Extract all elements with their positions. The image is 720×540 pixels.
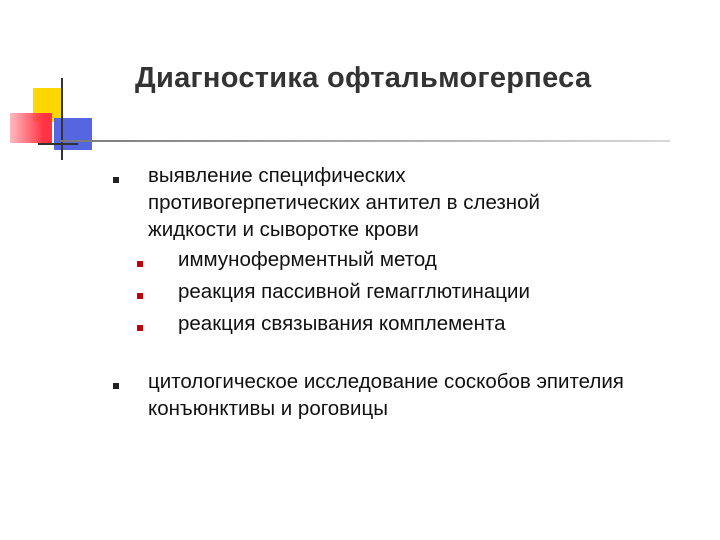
blue-square xyxy=(54,118,92,150)
bullet-marker xyxy=(113,177,119,183)
bullet-2-line-1: цитологическое исследование соскобов эпителия xyxy=(148,370,624,393)
bullet-2-line-2: конъюнктивы и роговицы xyxy=(148,397,388,420)
sub-bullet-marker xyxy=(137,293,143,299)
sub-item-1: иммуноферментный метод xyxy=(178,248,437,271)
sub-item-2: реакция пассивной гемагглютинации xyxy=(178,280,530,303)
red-square xyxy=(10,113,52,143)
sub-item-3: реакция связывания комплемента xyxy=(178,312,506,335)
sub-bullet-marker xyxy=(137,325,143,331)
bullet-1-line-2: противогерпетических антител в слезной xyxy=(148,191,540,214)
decorative-logo xyxy=(0,0,110,170)
sub-bullet-marker xyxy=(137,261,143,267)
bullet-marker xyxy=(113,383,119,389)
bullet-1-line-3: жидкости и сыворотке крови xyxy=(148,218,419,241)
slide-title: Диагностика офтальмогерпеса xyxy=(135,62,592,94)
bullet-1-line-1: выявление специфических xyxy=(148,164,406,187)
short-horizontal-line xyxy=(38,143,78,145)
title-underline xyxy=(60,140,670,142)
vertical-line xyxy=(61,78,63,160)
